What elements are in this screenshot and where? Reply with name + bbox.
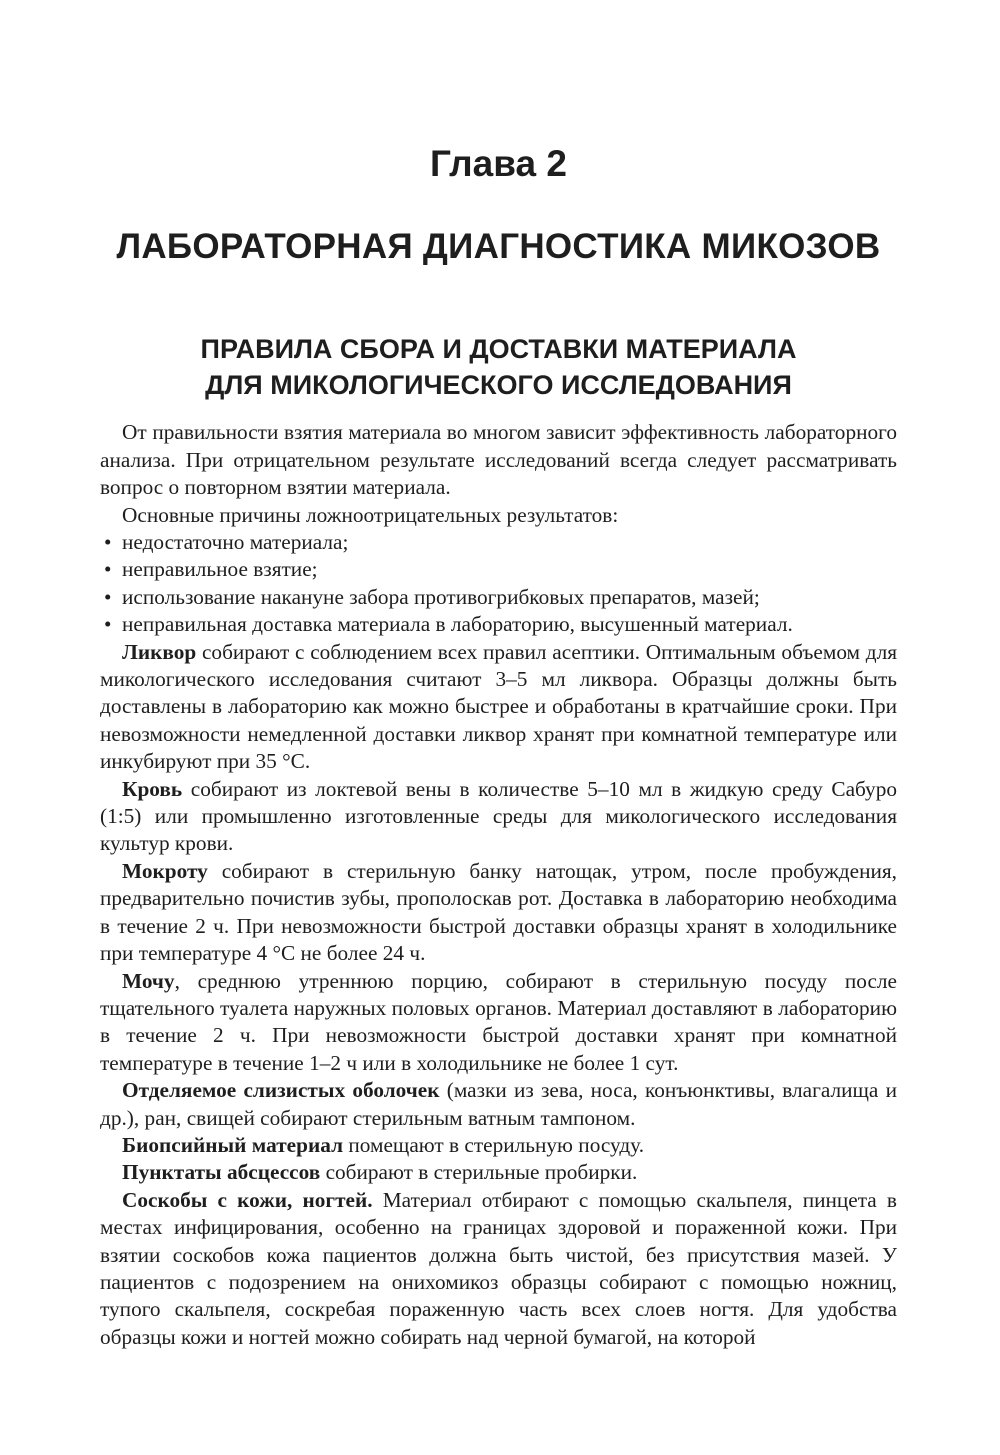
term-liquor: Ликвор xyxy=(122,639,197,664)
list-item: • неправильная доставка материала в лабораторию, высушенный материал. xyxy=(100,611,897,638)
paragraph-sputum: Мокроту собирают в стерильную банку натощак, утром, после пробуждения, предварительно почистив зубы, прополоскав рот. Доставка в лабораторию необходима в течение 2 ч. При невозможности быстрой доставки образцы хранят в холодильнике при температуре 4 °С не более 24 ч. xyxy=(100,858,897,966)
paragraph-scrapings: Соскобы с кожи, ногтей. Материал отбирают с помощью скальпеля, пинцета в местах инфицирования, особенно на границах здоровой и пораженной кожи. При взятии соскобов кожа пациентов должна быть чистой, без присутствия мазей. У пациентов с подозрением на онихомикоз образцы собирают с помощью ножниц, тупого скальпеля, соскребая пораженную часть всех слоев ногтя. Для удобства образцы кожи и ногтей можно собирать над черной бумагой, на которой xyxy=(100,1187,897,1349)
term-scrapings: Соскобы с кожи, ногтей. xyxy=(122,1187,373,1212)
section-title-line-1: ПРАВИЛА СБОРА И ДОСТАВКИ МАТЕРИАЛА xyxy=(200,334,797,365)
list-item: • недостаточно материала; xyxy=(100,529,897,556)
term-biopsy: Биопсийный материал xyxy=(122,1132,344,1157)
chapter-label: Глава 2 xyxy=(430,143,567,184)
list-item: • неправильное взятие; xyxy=(100,556,897,583)
term-sputum: Мокроту xyxy=(122,858,208,883)
term-urine: Мочу xyxy=(122,968,175,993)
list-item: • использование накануне забора противогрибковых препаратов, мазей; xyxy=(100,584,897,611)
paragraph-blood: Кровь собирают из локтевой вены в количестве 5–10 мл в жидкую среду Сабуро (1:5) или промышленно изготовленные среды для микологического исследования культур крови. xyxy=(100,776,897,856)
paragraph-biopsy: Биопсийный материал помещают в стерильную посуду. xyxy=(122,1132,645,1157)
chapter-title: ЛАБОРАТОРНАЯ ДИАГНОСТИКА МИКОЗОВ xyxy=(116,227,881,267)
reasons-list xyxy=(100,529,897,639)
paragraph-abscess: Пунктаты абсцессов собирают в стерильные пробирки. xyxy=(122,1160,638,1185)
section-title-line-2: ДЛЯ МИКОЛОГИЧЕСКОГО ИССЛЕДОВАНИЯ xyxy=(205,370,792,401)
paragraph-mucosa: Отделяемое слизистых оболочек (мазки из зева, носа, конъюнктивы, влагалища и др.), ран, свищей собирают стерильным ватным тампоном. xyxy=(100,1078,897,1130)
paragraph-urine: Мочу, среднюю утреннюю порцию, собирают в стерильную посуду после тщательного туалета наружных половых органов. Материал доставляют в лабораторию в течение 2 ч. При невозможности быстрой доставки хранят при комнатной температуре в течение 1–2 ч или в холодильнике не более 1 сут. xyxy=(100,968,897,1075)
term-mucosa: Отделяемое слизистых оболочек xyxy=(122,1078,440,1103)
section-title xyxy=(100,331,897,403)
paragraph-liquor: Ликвор собирают с соблюдением всех правил асептики. Оптимальным объемом для микологического исследования считают 3–5 мл ликвора. Образцы должны быть доставлены в лабораторию как можно быстрее и обработаны в кратчайшие сроки. При невозможности немедленной доставки ликвор хранят при комнатной температуре или инкубируют при 35 °С. xyxy=(100,639,897,774)
term-blood: Кровь xyxy=(122,776,183,801)
body-text xyxy=(100,419,897,1351)
intro-paragraph: От правильности взятия материала во многом зависит эффективность лабораторного анализа. При отрицательном результате исследований всегда следует рассматривать вопрос о повторном взятии материала. xyxy=(100,420,897,500)
reasons-heading: Основные причины ложноотрицательных результатов: xyxy=(122,502,619,527)
term-abscess: Пунктаты абсцессов xyxy=(122,1160,321,1185)
